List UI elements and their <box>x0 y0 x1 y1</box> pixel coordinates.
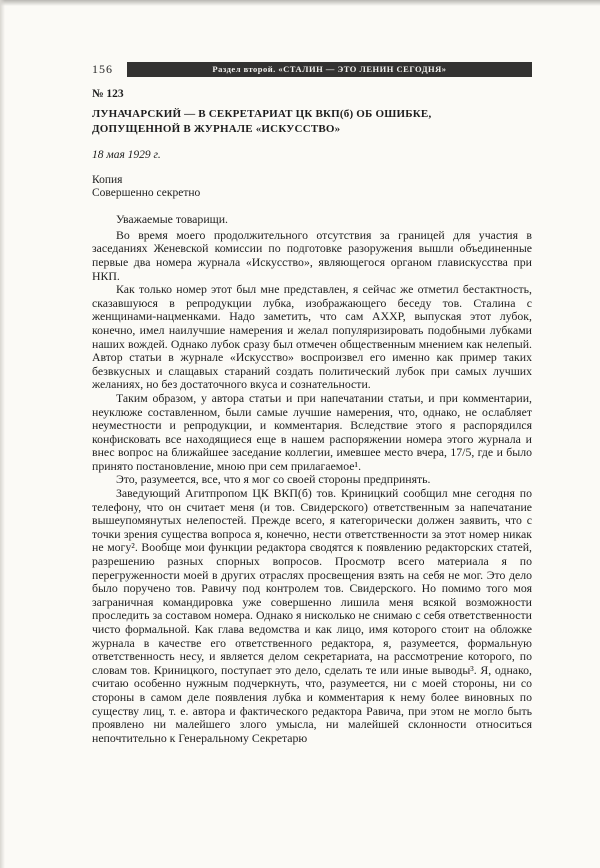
paragraph: Как только номер этот был мне представлен, я сейчас же отметил бестактность, сказавшуюся в репродукции лубка, изображающего беседу тов. Сталина с женщинами-нацменками. Надо заметить, что сам АХХР, выпуская этот лубок, конечно, имел наилучшие намерения и желал популяризировать подобными лубками наших вождей. Однако лубок сразу был отмечен общественным мнением как нелепый. Автор статьи в журнале «Искусство» воспроизвел его именно как пример таких безвкусных и слащавых стараний создать политический лубок при самых лучших желаниях, но без достаточного вкуса и сознательности. <box>92 282 532 392</box>
copy-label: Копия <box>92 173 123 186</box>
doc-title <box>92 107 532 138</box>
paragraph: Во время моего продолжительного отсутствия за границей для участия в заседаниях Женевской комиссии по подготовке разоружения вышли объединенные первые два номера журнала «Искусство», являющегося органом главискусства при НКП. <box>92 227 532 283</box>
paragraph: Таким образом, у автора статьи и при напечатании статьи, и при комментарии, неуклюже составленном, были самые лучшие намерения, что, однако, не ослабляет неуместности и репродукции, и комментария. Вследствие этого я распорядился конфисковать все находящиеся еще в нашем распоряжении номера этого журнала и внес вопрос на ближайшее заседание коллегии, имевшее место вчера, 17/5, где и было принято постановление, мною при сем прилагаемое¹. <box>92 390 532 473</box>
scan-edge-left <box>0 0 5 868</box>
salutation: Уважаемые товарищи. <box>116 211 228 226</box>
paragraph: Заведующий Агитпропом ЦК ВКП(б) тов. Криницкий сообщил мне сегодня по телефону, что он считает меня (и тов. Свидерского) ответственным за напечатание вышеупомянутых нелепостей. Прежде всего, я категорически должен заявить, что с точки зрения существа вопроса я, конечно, нести ответственности за этот номер никак не могу². Вообще мои функции редактора сводятся к появлению редакторских статей, разрешению разных спорных вопросов. Просмотр всего материала я по перегруженности моей в других отраслях просвещения взять на себя не мог. Это дело было поручено тов. Равичу под контролем тов. Свидерского. Но помимо того моя заграничная командировка уже совершенно лишила меня всякой возможности проследить за составом номера. Однако я нисколько не снимаю с себя ответственности чисто формальной. Как глава ведомства и как лицо, имя которого стоит на обложке журнала в качестве его ответственного редактора, я, разумеется, формальную ответственность несу, и является делом секретариата, на рассмотрение которого, по словам тов. Криницкого, поступает это дело, сделать те или иные выводы³. Я, однако, считаю особенно нужным подчеркнуть, что, разумеется, ни с моей стороны, ни со стороны в самом деле появления лубка и комментария к нему более виновных по существу лиц, т. е. автора и фактического редактора Равича, при этом не могло быть проявлено ни малейшего злого умысла, ни малейшей склонности относиться непочтительно к Генеральному Секретарю <box>92 486 532 745</box>
doc-date: 18 мая 1929 г. <box>92 148 161 161</box>
secrecy-label: Совершенно секретно <box>92 186 201 199</box>
paragraphs-container <box>92 229 532 746</box>
doc-number: № 123 <box>92 88 124 100</box>
scan-edge-top <box>0 0 600 6</box>
running-title: Раздел второй. «СТАЛИН — ЭТО ЛЕНИН СЕГОДНЯ» <box>127 62 532 77</box>
document-body <box>92 88 532 745</box>
doc-title-line1: ЛУНАЧАРСКИЙ — В СЕКРЕТАРИАТ ЦК ВКП(б) ОБ ОШИБКЕ, <box>92 108 432 120</box>
paragraph: Это, разумеется, все, что я мог со своей стороны предпринять. <box>116 472 431 487</box>
doc-title-line2: ДОПУЩЕННОЙ В ЖУРНАЛЕ «ИСКУССТВО» <box>92 123 341 136</box>
page-header <box>92 62 532 77</box>
page-number: 156 <box>92 62 113 76</box>
